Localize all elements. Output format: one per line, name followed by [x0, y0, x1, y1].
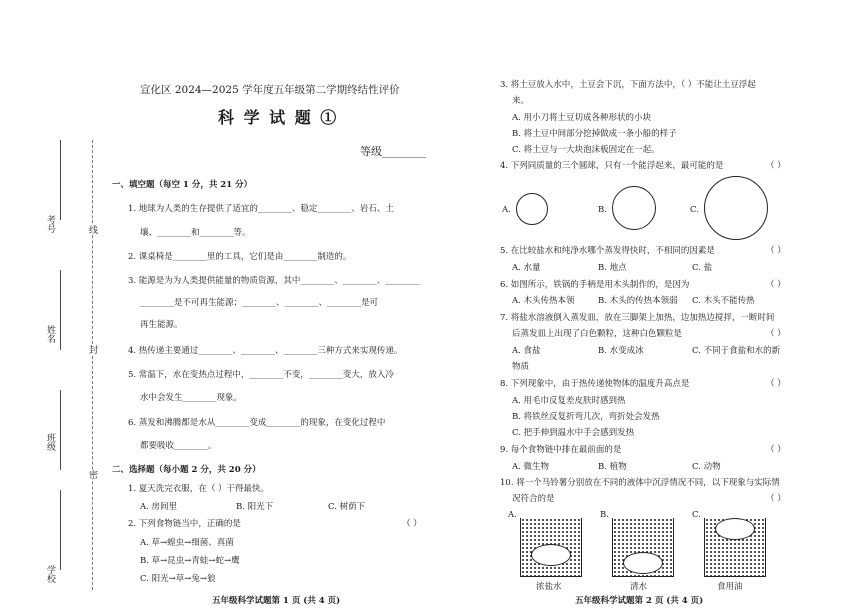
option: C. 阳光→草→兔→狼: [140, 574, 216, 584]
caption-brine: 浓盐水: [536, 582, 562, 592]
q10-label-c: C.: [692, 510, 701, 520]
medium-ball: [612, 186, 656, 230]
option: B. 阳光下: [236, 502, 274, 512]
caption-water: 清水: [630, 582, 648, 592]
exam-title: 科 学 试 题 ①: [218, 108, 339, 127]
option: C. 将土豆与一大块泡沫板固定在一起。: [512, 145, 660, 155]
school-line: [60, 490, 61, 570]
option: C. 木头不能传热: [692, 296, 755, 306]
fill-line: 5. 常温下，水在变热点过程中，________不变，________变大，放入冷: [128, 370, 394, 380]
fill-line: 都要吸收________。: [140, 441, 217, 451]
fill-line: 再生能源。: [140, 320, 183, 330]
question-3-cont: 来。: [512, 96, 530, 106]
seal-char-secret: 密: [87, 470, 97, 479]
option: A. 水量: [512, 263, 541, 273]
fill-line: 3. 能源是为为人类提供能量的物质资源，其中________、________、________: [128, 276, 420, 286]
fill-line: 6. 蒸发和沸腾都是水从________变成________的现象，在变化过程中: [128, 418, 386, 428]
fill-line: 壤、________和________等。: [140, 228, 251, 238]
option: A. 草→蝗虫→细菌、真菌: [140, 538, 234, 548]
question-8: 8. 下列现象中，由于热传递使物体的温度升高点是: [500, 379, 690, 389]
question-6: 6. 如图所示，铁锅的手柄是用木头制作的，是因为: [500, 280, 690, 290]
option: B. 将铁丝反复折弯几次，弯折处会发热: [512, 412, 660, 422]
option: C. 树荫下: [328, 502, 366, 512]
question-10: 10. 将一个马铃薯分别放在不同的液体中沉浮情况不同，以下现象与实际情: [500, 478, 780, 488]
question-5: 5. 在比较盐水和纯净水哪个蒸发得快时，不相同的因素是: [500, 246, 715, 256]
question-2: 2. 下列食物链当中，正确的是: [128, 519, 241, 529]
question-7-cont: 后蒸发皿上出现了白色颗粒，这种白色颗粒是: [512, 329, 683, 339]
potato: [623, 552, 663, 574]
answer-paren: （ ）: [766, 246, 786, 256]
option: B. 植物: [598, 462, 627, 472]
q10-label-a: A.: [508, 510, 517, 520]
potato: [531, 544, 571, 566]
option: C. 动物: [692, 462, 721, 472]
id-line: [60, 140, 61, 220]
question-7: 7. 将盐水溶液倒入蒸发皿，放在三脚架上加热，边加热边搅拌，一断时间: [500, 313, 775, 323]
fill-line: ________是不可再生能源；________、________、________是可: [140, 298, 379, 308]
answer-paren: （ ）: [766, 329, 786, 339]
beaker-brine: [520, 518, 582, 577]
grade-label: 等级________: [360, 145, 426, 158]
section2-title: 二、选择题（每小题 2 分，共 20 分）: [112, 465, 261, 475]
exam-header: 宣化区 2024—2025 学年度五年级第二学期终结性评价: [140, 84, 400, 96]
answer-paren: （ ）: [766, 445, 786, 455]
side-label-id: 考号: [45, 215, 55, 233]
question-10-cont: 况符合的是: [512, 494, 555, 504]
class-line: [60, 390, 61, 470]
q4-label-a: A.: [502, 205, 511, 215]
answer-paren: （ ）: [402, 519, 422, 529]
seal-char-seal: 封: [87, 345, 97, 354]
fill-line: 4. 热传递主要通过________、________、________三种方式来实现传递。: [128, 346, 403, 356]
seal-char-line: 线: [87, 225, 97, 234]
option: A. 用小刀将土豆切成各种形状的小块: [512, 113, 652, 123]
option-cont: 物质: [512, 362, 530, 372]
q4-label-c: C.: [690, 205, 699, 215]
beaker-oil: [704, 518, 766, 577]
option: B. 将土豆中间部分挖掉做成一条小船的样子: [512, 129, 677, 139]
fill-line: 水中会发生________现象。: [140, 393, 243, 403]
side-label-name: 姓名: [45, 325, 55, 343]
option: A. 用毛巾反复差皮肤时感到热: [512, 396, 626, 406]
option: C. 把手伸到温水中手会感到发热: [512, 428, 635, 438]
fill-line: 2. 课桌椅是________里的工具，它们是由________制造的。: [128, 252, 352, 262]
question-4: 4. 下列同质量的三个圆球，只有一个能浮起来，最可能的是: [500, 161, 724, 171]
option: C. 不同于食盐和水的新: [692, 346, 781, 356]
seal-line: [92, 140, 93, 590]
answer-paren: （ ）: [766, 494, 786, 504]
fill-line: 1. 地球为人类的生存提供了适宜的________、稳定________、岩石、土: [128, 204, 394, 214]
option: B. 水变成冰: [598, 346, 644, 356]
page-footer: 五年级科学试题第 2 页 (共 4 页): [575, 596, 704, 606]
question-1: 1. 夏天洗完衣服，在（ ）干得最快。: [128, 484, 270, 494]
small-ball: [516, 193, 548, 225]
option: C. 盐: [692, 263, 713, 273]
option: A. 微生物: [512, 462, 550, 472]
potato: [715, 518, 755, 540]
option: B. 地点: [598, 263, 627, 273]
beaker-water: [612, 518, 674, 577]
side-label-school: 学校: [45, 565, 55, 583]
side-label-class: 班级: [45, 433, 55, 451]
page-footer: 五年级科学试题第 1 页 (共 4 页): [212, 596, 341, 606]
answer-paren: （ ）: [766, 280, 786, 290]
option: A. 食盐: [512, 346, 541, 356]
question-9: 9. 每个食物链中排在最前面的是: [500, 445, 622, 455]
caption-oil: 食用油: [717, 582, 743, 592]
option: B. 草→昆虫→青蛙→蛇→鹰: [140, 556, 240, 566]
q10-label-b: B.: [600, 510, 609, 520]
answer-paren: （ ）: [766, 161, 786, 171]
name-line: [60, 270, 61, 350]
question-3: 3. 将土豆放入水中，土豆会下沉，下面方法中，（ ）不能让土豆浮起: [500, 80, 756, 90]
large-ball: [704, 176, 768, 240]
option: A. 木头传热本领: [512, 296, 575, 306]
option: A. 房间里: [140, 502, 178, 512]
section1-title: 一、填空题（每空 1 分，共 21 分）: [112, 180, 253, 190]
q4-label-b: B.: [598, 205, 607, 215]
answer-paren: （ ）: [766, 379, 786, 389]
option: B. 木头的传热本领弱: [598, 296, 678, 306]
